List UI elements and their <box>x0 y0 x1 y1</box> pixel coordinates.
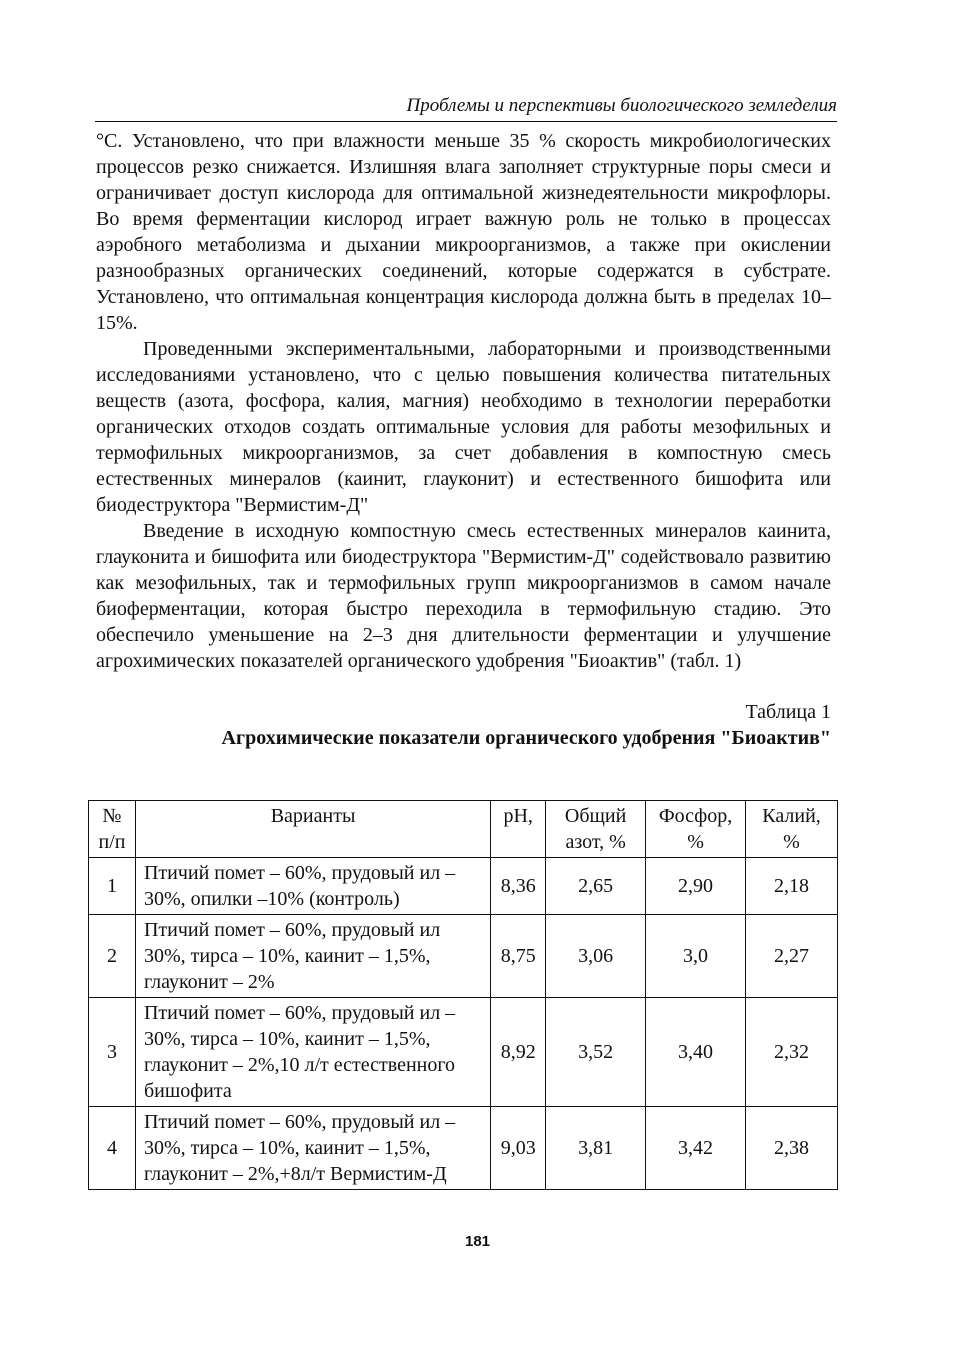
page-number: 181 <box>464 1233 491 1250</box>
row-ph: 8,36 <box>491 858 546 915</box>
table-row <box>89 1107 838 1190</box>
table-row <box>89 915 838 998</box>
row-phosphorus: 3,0 <box>646 915 746 998</box>
running-header: Проблемы и перспективы биологического земледелия <box>406 95 837 116</box>
body-text <box>96 128 831 674</box>
row-potassium: 2,18 <box>746 858 838 915</box>
table-title: Агрохимические показатели органического удобрения "Биоактив" <box>221 727 831 749</box>
header-ph: pH, <box>491 801 546 858</box>
row-potassium: 2,38 <box>746 1107 838 1190</box>
row-nitrogen: 3,06 <box>546 915 646 998</box>
row-phosphorus: 2,90 <box>646 858 746 915</box>
row-phosphorus: 3,42 <box>646 1107 746 1190</box>
table-row <box>89 998 838 1107</box>
paragraph-2: Проведенными экспериментальными, лабораторными и производственными исследованиями установлено, что с целью повышения количества питательных веществ (азота, фосфора, калия, магния) необходимо в технологии переработки органических отходов создать оптимальные условия для работы мезофильных и термофильных микроорганизмов, за счет добавления в компостную смесь естественных минералов (каинит, глауконит) и естественного бишофита или биодеструктора "Вермистим-Д" <box>96 338 831 516</box>
table-caption: Таблица 1 <box>745 701 831 723</box>
row-variant: Птичий помет – 60%, прудовый ил –30%, тирса – 10%, каинит – 1,5%, глауконит – 2%,+8л/т Вермистим-Д <box>135 1107 490 1190</box>
row-ph: 9,03 <box>491 1107 546 1190</box>
header-phosphorus: Фосфор, % <box>646 801 746 858</box>
header-potassium: Калий, % <box>746 801 838 858</box>
agrochemical-table <box>88 800 838 1190</box>
row-number: 2 <box>89 915 136 998</box>
row-potassium: 2,32 <box>746 998 838 1107</box>
row-number: 1 <box>89 858 136 915</box>
row-ph: 8,75 <box>491 915 546 998</box>
table-header-row <box>89 801 838 858</box>
row-variant: Птичий помет – 60%, прудовый ил –30%, тирса – 10%, каинит – 1,5%, глауконит – 2%,10 л/т естественного бишофита <box>135 998 490 1107</box>
row-variant: Птичий помет – 60%, прудовый ил – 30%, опилки –10% (контроль) <box>135 858 490 915</box>
header-nitrogen: Общий азот, % <box>546 801 646 858</box>
header-number: № п/п <box>89 801 136 858</box>
row-number: 4 <box>89 1107 136 1190</box>
header-variants: Варианты <box>135 801 490 858</box>
row-nitrogen: 2,65 <box>546 858 646 915</box>
row-ph: 8,92 <box>491 998 546 1107</box>
row-number: 3 <box>89 998 136 1107</box>
table-row <box>89 858 838 915</box>
row-variant: Птичий помет – 60%, прудовый ил 30%, тирса – 10%, каинит – 1,5%, глауконит – 2% <box>135 915 490 998</box>
row-potassium: 2,27 <box>746 915 838 998</box>
row-phosphorus: 3,40 <box>646 998 746 1107</box>
header-rule <box>95 121 837 122</box>
paragraph-3: Введение в исходную компостную смесь естественных минералов каинита, глауконита и бишофита или биодеструктора "Вермистим-Д" содействовало развитию как мезофильных, так и термофильных групп микроорганизмов в самом начале биоферментации, которая быстро переходила в термофильную стадию. Это обеспечило уменьшение на 2–3 дня длительности ферментации и улучшение агрохимических показателей органического удобрения "Биоактив" (табл. 1) <box>96 520 831 672</box>
paragraph-1: °С. Установлено, что при влажности меньше 35 % скорость микробиологических процессов резко снижается. Излишняя влага заполняет структурные поры смеси и ограничивает доступ кислорода для оптимальной жизнедеятельности микрофлоры. Во время ферментации кислород играет важную роль не только в процессах аэробного метаболизма и дыхании микроорганизмов, а также при окислении разнообразных органических соединений, которые содержатся в субстрате. Установлено, что оптимальная концентрация кислорода должна быть в пределах 10–15%. <box>96 130 831 334</box>
row-nitrogen: 3,52 <box>546 998 646 1107</box>
row-nitrogen: 3,81 <box>546 1107 646 1190</box>
